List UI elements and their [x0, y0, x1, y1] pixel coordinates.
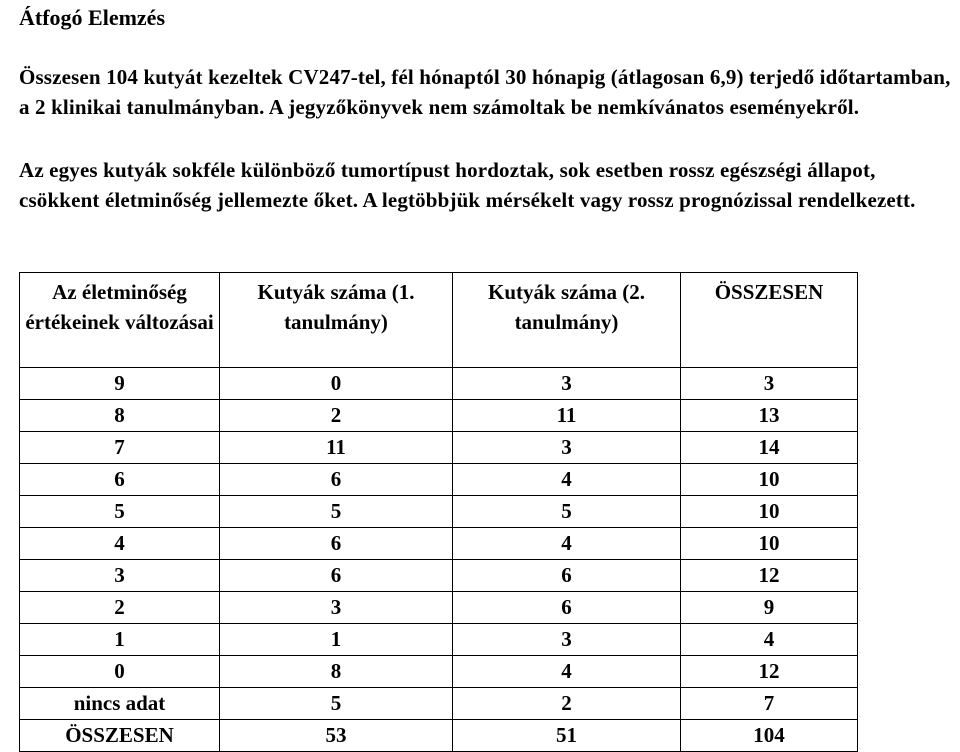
total-cell: 12	[681, 560, 858, 592]
total-cell: 7	[681, 688, 858, 720]
total-cell: 9	[681, 592, 858, 624]
study-2-count-cell: 5	[453, 496, 681, 528]
total-cell: 3	[681, 368, 858, 400]
table-row	[20, 720, 858, 752]
qol-change-cell: 6	[20, 464, 220, 496]
table-row	[20, 496, 858, 528]
study-1-count-cell: 8	[220, 656, 453, 688]
study-1-count-cell: 5	[220, 496, 453, 528]
qol-change-cell: 9	[20, 368, 220, 400]
table-row	[20, 656, 858, 688]
table-row	[20, 368, 858, 400]
study-1-count-cell: 53	[220, 720, 453, 752]
study-2-count-cell: 4	[453, 656, 681, 688]
study-2-count-cell: 2	[453, 688, 681, 720]
study-1-count-cell: 6	[220, 560, 453, 592]
header-total: ÖSSZESEN	[681, 273, 858, 368]
study-2-count-cell: 3	[453, 368, 681, 400]
total-cell: 14	[681, 432, 858, 464]
study-1-count-cell: 3	[220, 592, 453, 624]
qol-change-cell: 3	[20, 560, 220, 592]
study-1-count-cell: 5	[220, 688, 453, 720]
quality-of-life-table	[19, 272, 858, 752]
study-1-count-cell: 1	[220, 624, 453, 656]
qol-change-cell: 5	[20, 496, 220, 528]
table-row	[20, 688, 858, 720]
total-cell: 12	[681, 656, 858, 688]
table-header-row	[20, 273, 858, 368]
header-qol-change: Az életminőség értékeinek változásai	[20, 273, 220, 368]
qol-change-cell: 1	[20, 624, 220, 656]
table-row	[20, 592, 858, 624]
qol-change-cell: 7	[20, 432, 220, 464]
study-2-count-cell: 11	[453, 400, 681, 432]
study-2-count-cell: 3	[453, 624, 681, 656]
table-row	[20, 464, 858, 496]
total-cell: 10	[681, 496, 858, 528]
header-study-2-count: Kutyák száma (2. tanulmány)	[453, 273, 681, 368]
total-cell: 4	[681, 624, 858, 656]
study-1-count-cell: 0	[220, 368, 453, 400]
qol-change-cell: 2	[20, 592, 220, 624]
table-row	[20, 528, 858, 560]
paragraph-patient-condition: Az egyes kutyák sokféle különböző tumortípust hordoztak, sok esetben rossz egészségi állapot, csökkent életminőség jellemezte őket. A legtöbbjük mérsékelt vagy rossz prognózissal rendelkezett.	[19, 158, 916, 212]
qol-change-cell: 0	[20, 656, 220, 688]
qol-change-cell: ÖSSZESEN	[20, 720, 220, 752]
header-study-1-count: Kutyák száma (1. tanulmány)	[220, 273, 453, 368]
study-1-count-cell: 6	[220, 528, 453, 560]
table-row	[20, 624, 858, 656]
table-row	[20, 432, 858, 464]
document-title: Átfogó Elemzés	[19, 5, 166, 30]
study-2-count-cell: 4	[453, 528, 681, 560]
study-2-count-cell: 6	[453, 560, 681, 592]
table-header	[20, 273, 858, 368]
study-2-count-cell: 51	[453, 720, 681, 752]
qol-change-cell: 8	[20, 400, 220, 432]
qol-change-cell: 4	[20, 528, 220, 560]
paragraph-treatment-summary: Összesen 104 kutyát kezeltek CV247-tel, fél hónaptól 30 hónapig (átlagosan 6,9) terjedő időtartamban, a 2 klinikai tanulmányban. A jegyzőkönyvek nem számoltak be nemkívánatos eseményekről.	[19, 65, 951, 119]
study-1-count-cell: 11	[220, 432, 453, 464]
qol-change-cell: nincs adat	[20, 688, 220, 720]
study-2-count-cell: 3	[453, 432, 681, 464]
total-cell: 13	[681, 400, 858, 432]
study-1-count-cell: 2	[220, 400, 453, 432]
total-cell: 10	[681, 464, 858, 496]
total-cell: 10	[681, 528, 858, 560]
study-2-count-cell: 4	[453, 464, 681, 496]
study-2-count-cell: 6	[453, 592, 681, 624]
table-row	[20, 560, 858, 592]
table-row	[20, 400, 858, 432]
table-body	[20, 368, 858, 752]
study-1-count-cell: 6	[220, 464, 453, 496]
total-cell: 104	[681, 720, 858, 752]
